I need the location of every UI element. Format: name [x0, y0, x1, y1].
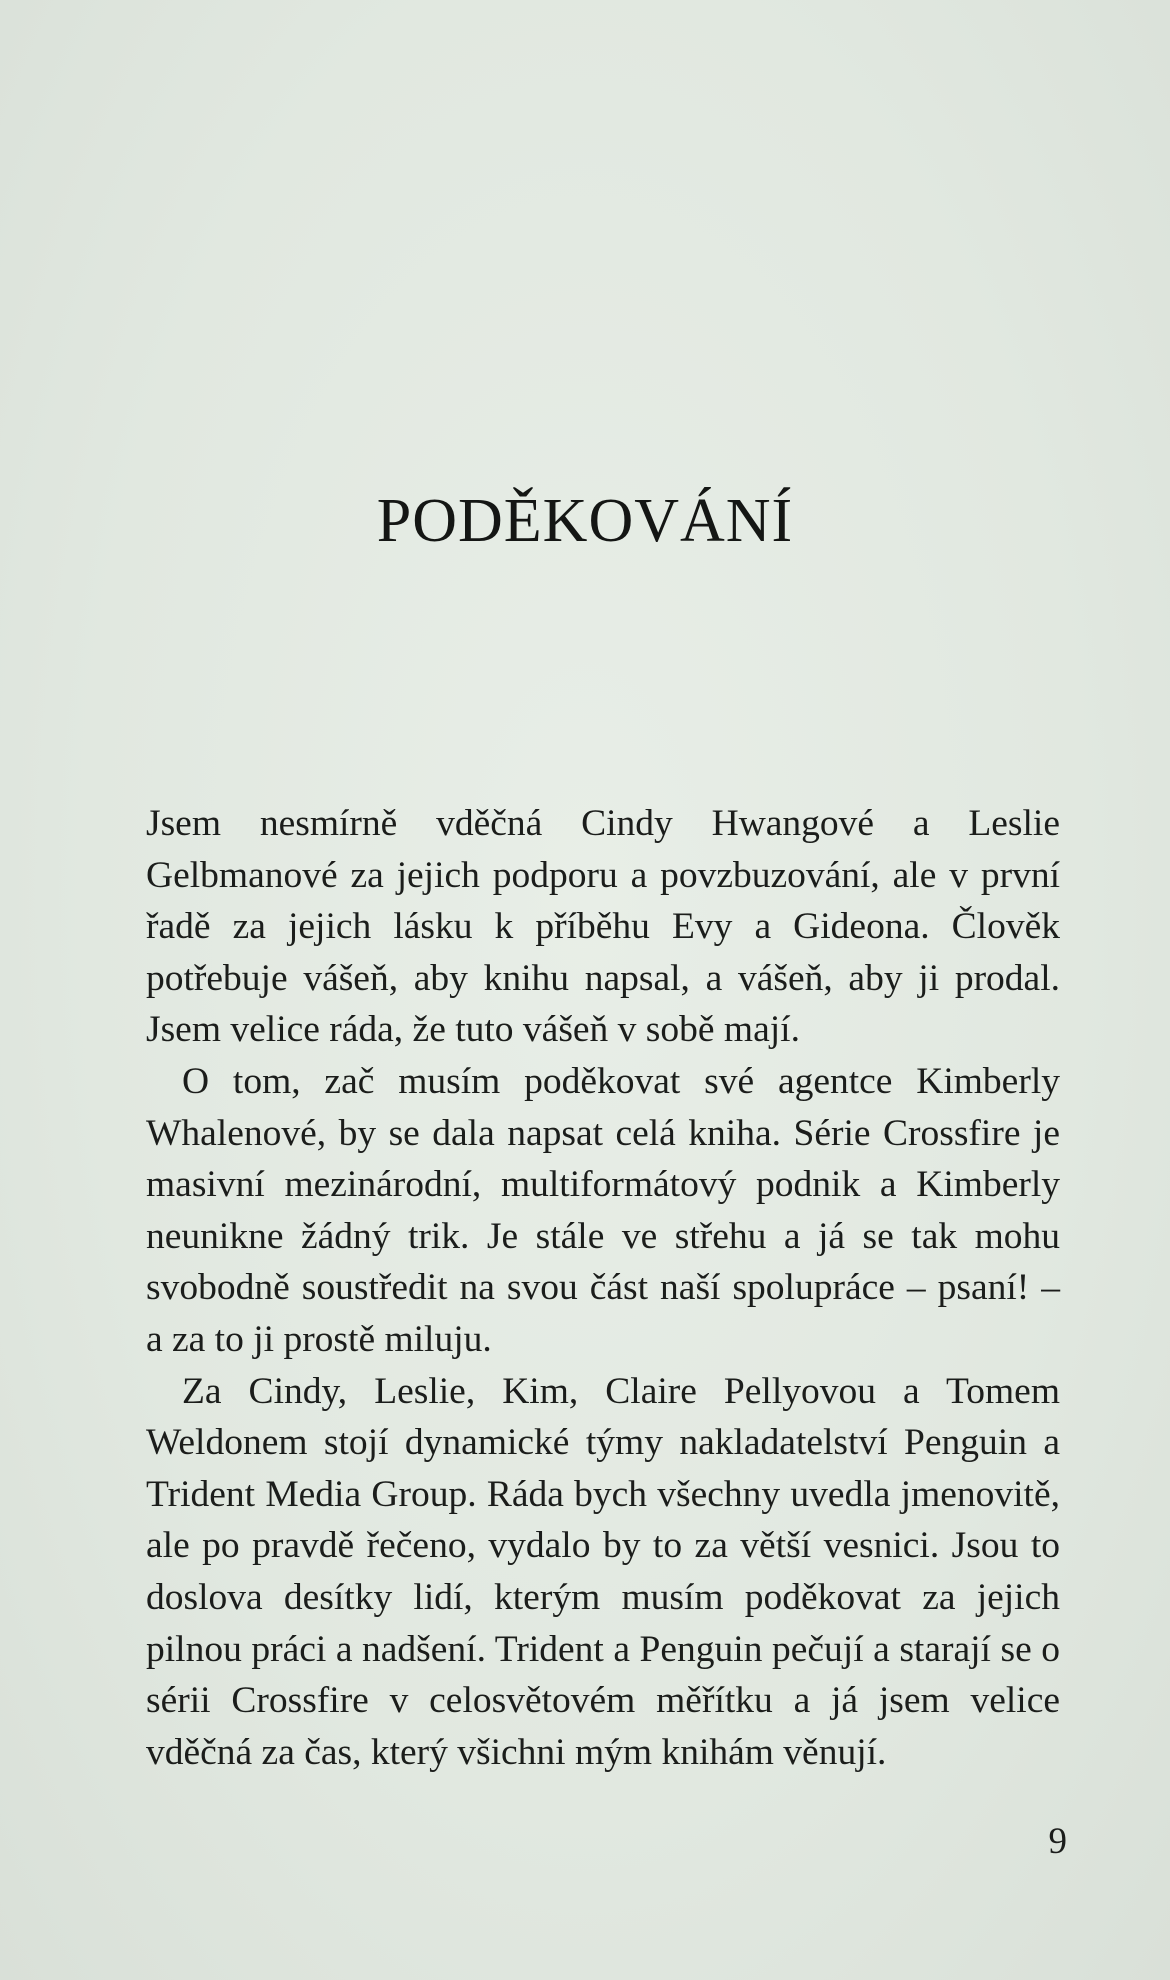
paragraph-2: O tom, zač musím poděkovat své agentce Kimberly Whalenové, by se dala napsat celá kniha. Série Crossfire je masivní mezinárodní, multiformátový podnik a Kimberly neunikne žádný trik. Je stále ve střehu a já se tak mohu svobodně soustředit na svou část naší spolupráce – psaní! – a za to ji prostě miluju.	[146, 1060, 1060, 1360]
chapter-title: PODĚKOVÁNÍ	[376, 487, 794, 555]
paragraph-3: Za Cindy, Leslie, Kim, Claire Pellyovou a Tomem Weldonem stojí dynamické týmy nakladatelství Penguin a Trident Media Group. Ráda bych všechny uvedla jmenovitě, ale po pravdě řečeno, vydalo by to za větší vesnici. Jsou to doslova desítky lidí, kterým musím poděkovat za jejich pilnou práci a nadšení. Trident a Penguin pečují a starají se o sérii Crossfire v celosvětovém měřítku a já jsem velice vděčná za čas, který všichni mým knihám věnují.	[146, 1370, 1060, 1773]
paragraph-1: Jsem nesmírně vděčná Cindy Hwangové a Leslie Gelbmanové za jejich podporu a povzbuzování, ale v první řadě za jejich lásku k příběhu Evy a Gideona. Člověk potřebuje vášeň, aby knihu napsal, a vášeň, aby ji prodal. Jsem velice ráda, že tuto vášeň v sobě mají.	[146, 803, 1060, 1051]
page-number: 9	[1048, 1821, 1067, 1862]
body-text	[146, 798, 1060, 1778]
